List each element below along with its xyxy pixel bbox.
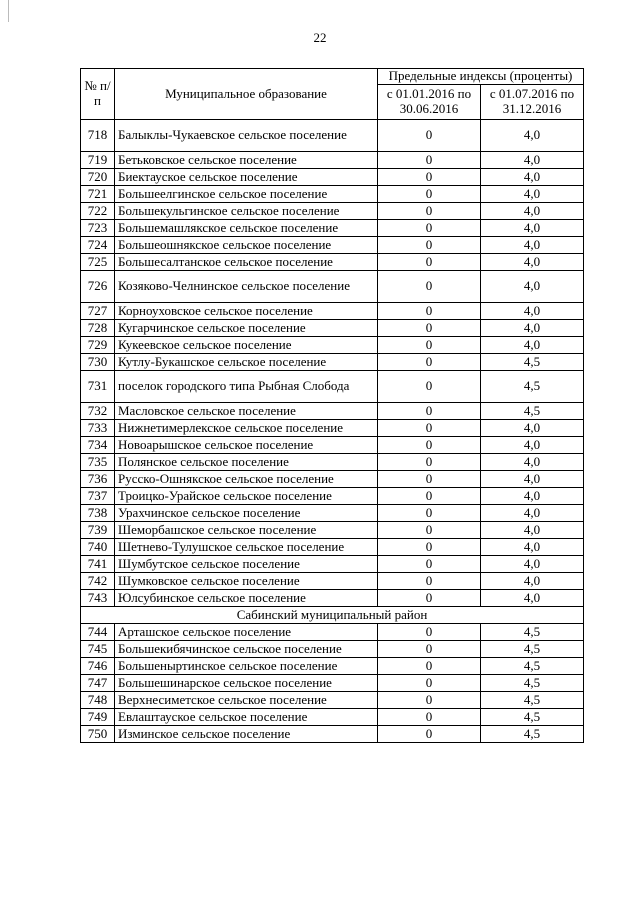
municipality-name: Троицко-Урайское сельское поселение <box>115 488 378 505</box>
row-number: 728 <box>81 320 115 337</box>
row-number: 742 <box>81 573 115 590</box>
municipality-name: Шумковское сельское поселение <box>115 573 378 590</box>
municipality-name: Большешинарское сельское поселение <box>115 675 378 692</box>
table-row <box>81 675 584 692</box>
header-number: № п/п <box>81 69 115 120</box>
municipality-name: Урахчинское сельское поселение <box>115 505 378 522</box>
row-number: 734 <box>81 437 115 454</box>
index-period-1: 0 <box>378 186 481 203</box>
row-number: 750 <box>81 726 115 743</box>
index-period-1: 0 <box>378 505 481 522</box>
index-period-1: 0 <box>378 237 481 254</box>
index-period-1: 0 <box>378 675 481 692</box>
municipality-name: Бетьковское сельское поселение <box>115 152 378 169</box>
table-row <box>81 120 584 152</box>
municipality-name: Евлаштауское сельское поселение <box>115 709 378 726</box>
district-section <box>81 607 584 624</box>
table-row <box>81 709 584 726</box>
row-number: 737 <box>81 488 115 505</box>
municipality-name: Биектауское сельское поселение <box>115 169 378 186</box>
table-row <box>81 220 584 237</box>
table-row <box>81 152 584 169</box>
index-period-1: 0 <box>378 169 481 186</box>
municipality-name: Юлсубинское сельское поселение <box>115 590 378 607</box>
district-name: Сабинский муниципальный район <box>81 607 584 624</box>
index-period-2: 4,0 <box>481 320 584 337</box>
row-number: 721 <box>81 186 115 203</box>
index-period-2: 4,0 <box>481 152 584 169</box>
index-period-1: 0 <box>378 624 481 641</box>
municipality-name: Козяково-Челнинское сельское поселение <box>115 271 378 303</box>
index-period-2: 4,0 <box>481 420 584 437</box>
index-period-2: 4,0 <box>481 237 584 254</box>
table-row <box>81 437 584 454</box>
row-number: 748 <box>81 692 115 709</box>
row-number: 738 <box>81 505 115 522</box>
table-row <box>81 726 584 743</box>
index-period-2: 4,5 <box>481 709 584 726</box>
municipality-name: Изминское сельское поселение <box>115 726 378 743</box>
index-period-1: 0 <box>378 303 481 320</box>
price-index-table <box>80 68 584 743</box>
header-period-1: с 01.01.2016 по 30.06.2016 <box>378 85 481 120</box>
row-number: 735 <box>81 454 115 471</box>
table-row <box>81 169 584 186</box>
index-period-1: 0 <box>378 590 481 607</box>
index-period-2: 4,0 <box>481 254 584 271</box>
row-number: 723 <box>81 220 115 237</box>
index-period-2: 4,0 <box>481 573 584 590</box>
index-period-1: 0 <box>378 658 481 675</box>
municipality-name: Кугарчинское сельское поселение <box>115 320 378 337</box>
municipality-name: Новоарышское сельское поселение <box>115 437 378 454</box>
row-number: 719 <box>81 152 115 169</box>
index-period-2: 4,0 <box>481 303 584 320</box>
index-period-1: 0 <box>378 454 481 471</box>
row-number: 744 <box>81 624 115 641</box>
row-number: 741 <box>81 556 115 573</box>
index-period-1: 0 <box>378 420 481 437</box>
row-number: 745 <box>81 641 115 658</box>
header-municipality: Муниципальное образование <box>115 69 378 120</box>
index-period-2: 4,5 <box>481 354 584 371</box>
index-period-2: 4,5 <box>481 675 584 692</box>
municipality-name: Большекульгинское сельское поселение <box>115 203 378 220</box>
municipality-name: Шумбутское сельское поселение <box>115 556 378 573</box>
row-number: 736 <box>81 471 115 488</box>
table-row <box>81 303 584 320</box>
table-row <box>81 203 584 220</box>
index-period-1: 0 <box>378 320 481 337</box>
table-body-part-1 <box>81 120 584 607</box>
header-indices: Предельные индексы (проценты) <box>378 69 584 85</box>
row-number: 731 <box>81 371 115 403</box>
row-number: 720 <box>81 169 115 186</box>
municipality-name: Корноуховское сельское поселение <box>115 303 378 320</box>
index-period-2: 4,0 <box>481 454 584 471</box>
index-period-1: 0 <box>378 539 481 556</box>
index-period-1: 0 <box>378 254 481 271</box>
municipality-name: Шеморбашское сельское поселение <box>115 522 378 539</box>
row-number: 740 <box>81 539 115 556</box>
index-period-2: 4,0 <box>481 220 584 237</box>
row-number: 726 <box>81 271 115 303</box>
table-row <box>81 337 584 354</box>
municipality-name: Большекибячинское сельское поселение <box>115 641 378 658</box>
index-period-2: 4,0 <box>481 271 584 303</box>
municipality-name: Кутлу-Букашское сельское поселение <box>115 354 378 371</box>
row-number: 730 <box>81 354 115 371</box>
index-period-2: 4,5 <box>481 641 584 658</box>
row-number: 747 <box>81 675 115 692</box>
table-row <box>81 539 584 556</box>
index-period-2: 4,0 <box>481 556 584 573</box>
index-period-1: 0 <box>378 120 481 152</box>
index-period-2: 4,0 <box>481 203 584 220</box>
table-row <box>81 354 584 371</box>
index-period-2: 4,0 <box>481 590 584 607</box>
municipality-name: Арташское сельское поселение <box>115 624 378 641</box>
index-period-1: 0 <box>378 556 481 573</box>
index-period-2: 4,5 <box>481 624 584 641</box>
index-period-1: 0 <box>378 203 481 220</box>
index-period-1: 0 <box>378 437 481 454</box>
index-period-1: 0 <box>378 152 481 169</box>
index-period-2: 4,0 <box>481 186 584 203</box>
row-number: 725 <box>81 254 115 271</box>
header-period-2: с 01.07.2016 по 31.12.2016 <box>481 85 584 120</box>
index-period-2: 4,0 <box>481 471 584 488</box>
municipality-name: Верхнесиметское сельское поселение <box>115 692 378 709</box>
municipality-name: Полянское сельское поселение <box>115 454 378 471</box>
scan-edge-mark <box>8 0 9 22</box>
district-row <box>81 607 584 624</box>
table-row <box>81 641 584 658</box>
municipality-name: поселок городского типа Рыбная Слобода <box>115 371 378 403</box>
row-number: 732 <box>81 403 115 420</box>
page-number: 22 <box>313 30 327 45</box>
row-number: 746 <box>81 658 115 675</box>
index-period-1: 0 <box>378 471 481 488</box>
index-period-2: 4,0 <box>481 120 584 152</box>
index-period-2: 4,0 <box>481 539 584 556</box>
row-number: 724 <box>81 237 115 254</box>
row-number: 729 <box>81 337 115 354</box>
table-row <box>81 488 584 505</box>
index-period-1: 0 <box>378 709 481 726</box>
municipality-name: Большеелгинское сельское поселение <box>115 186 378 203</box>
index-period-1: 0 <box>378 354 481 371</box>
index-period-1: 0 <box>378 220 481 237</box>
index-period-2: 4,0 <box>481 337 584 354</box>
index-period-1: 0 <box>378 641 481 658</box>
row-number: 718 <box>81 120 115 152</box>
index-period-2: 4,0 <box>481 169 584 186</box>
table-row <box>81 658 584 675</box>
index-period-2: 4,0 <box>481 505 584 522</box>
table-row <box>81 237 584 254</box>
row-number: 722 <box>81 203 115 220</box>
index-period-2: 4,5 <box>481 726 584 743</box>
index-period-1: 0 <box>378 726 481 743</box>
table-row <box>81 320 584 337</box>
table-row <box>81 573 584 590</box>
index-period-1: 0 <box>378 337 481 354</box>
municipality-name: Большеныртинское сельское поселение <box>115 658 378 675</box>
index-period-2: 4,0 <box>481 522 584 539</box>
index-period-2: 4,0 <box>481 437 584 454</box>
municipality-name: Балыклы-Чукаевское сельское поселение <box>115 120 378 152</box>
municipality-name: Масловское сельское поселение <box>115 403 378 420</box>
index-period-1: 0 <box>378 573 481 590</box>
municipality-name: Нижнетимерлекское сельское поселение <box>115 420 378 437</box>
municipality-name: Большесалтанское сельское поселение <box>115 254 378 271</box>
table-body-part-2 <box>81 624 584 743</box>
index-period-1: 0 <box>378 371 481 403</box>
municipality-name: Русско-Ошнякское сельское поселение <box>115 471 378 488</box>
table-row <box>81 186 584 203</box>
table-row <box>81 254 584 271</box>
table-row <box>81 522 584 539</box>
table-row <box>81 420 584 437</box>
index-period-2: 4,5 <box>481 403 584 420</box>
table-row <box>81 454 584 471</box>
index-period-2: 4,5 <box>481 371 584 403</box>
table-row <box>81 505 584 522</box>
table-row <box>81 403 584 420</box>
table-row <box>81 471 584 488</box>
municipality-name: Шетнево-Тулушское сельское поселение <box>115 539 378 556</box>
table-row <box>81 371 584 403</box>
table-row <box>81 556 584 573</box>
municipality-name: Большемашлякское сельское поселение <box>115 220 378 237</box>
index-period-2: 4,5 <box>481 658 584 675</box>
index-period-1: 0 <box>378 488 481 505</box>
index-period-1: 0 <box>378 403 481 420</box>
municipality-name: Большеошнякское сельское поселение <box>115 237 378 254</box>
row-number: 743 <box>81 590 115 607</box>
row-number: 733 <box>81 420 115 437</box>
table-row <box>81 590 584 607</box>
index-period-2: 4,0 <box>481 488 584 505</box>
index-period-1: 0 <box>378 522 481 539</box>
municipality-name: Кукеевское сельское поселение <box>115 337 378 354</box>
index-period-2: 4,5 <box>481 692 584 709</box>
table-row <box>81 271 584 303</box>
row-number: 749 <box>81 709 115 726</box>
table-row <box>81 624 584 641</box>
index-period-1: 0 <box>378 692 481 709</box>
index-period-1: 0 <box>378 271 481 303</box>
table-row <box>81 692 584 709</box>
row-number: 727 <box>81 303 115 320</box>
row-number: 739 <box>81 522 115 539</box>
